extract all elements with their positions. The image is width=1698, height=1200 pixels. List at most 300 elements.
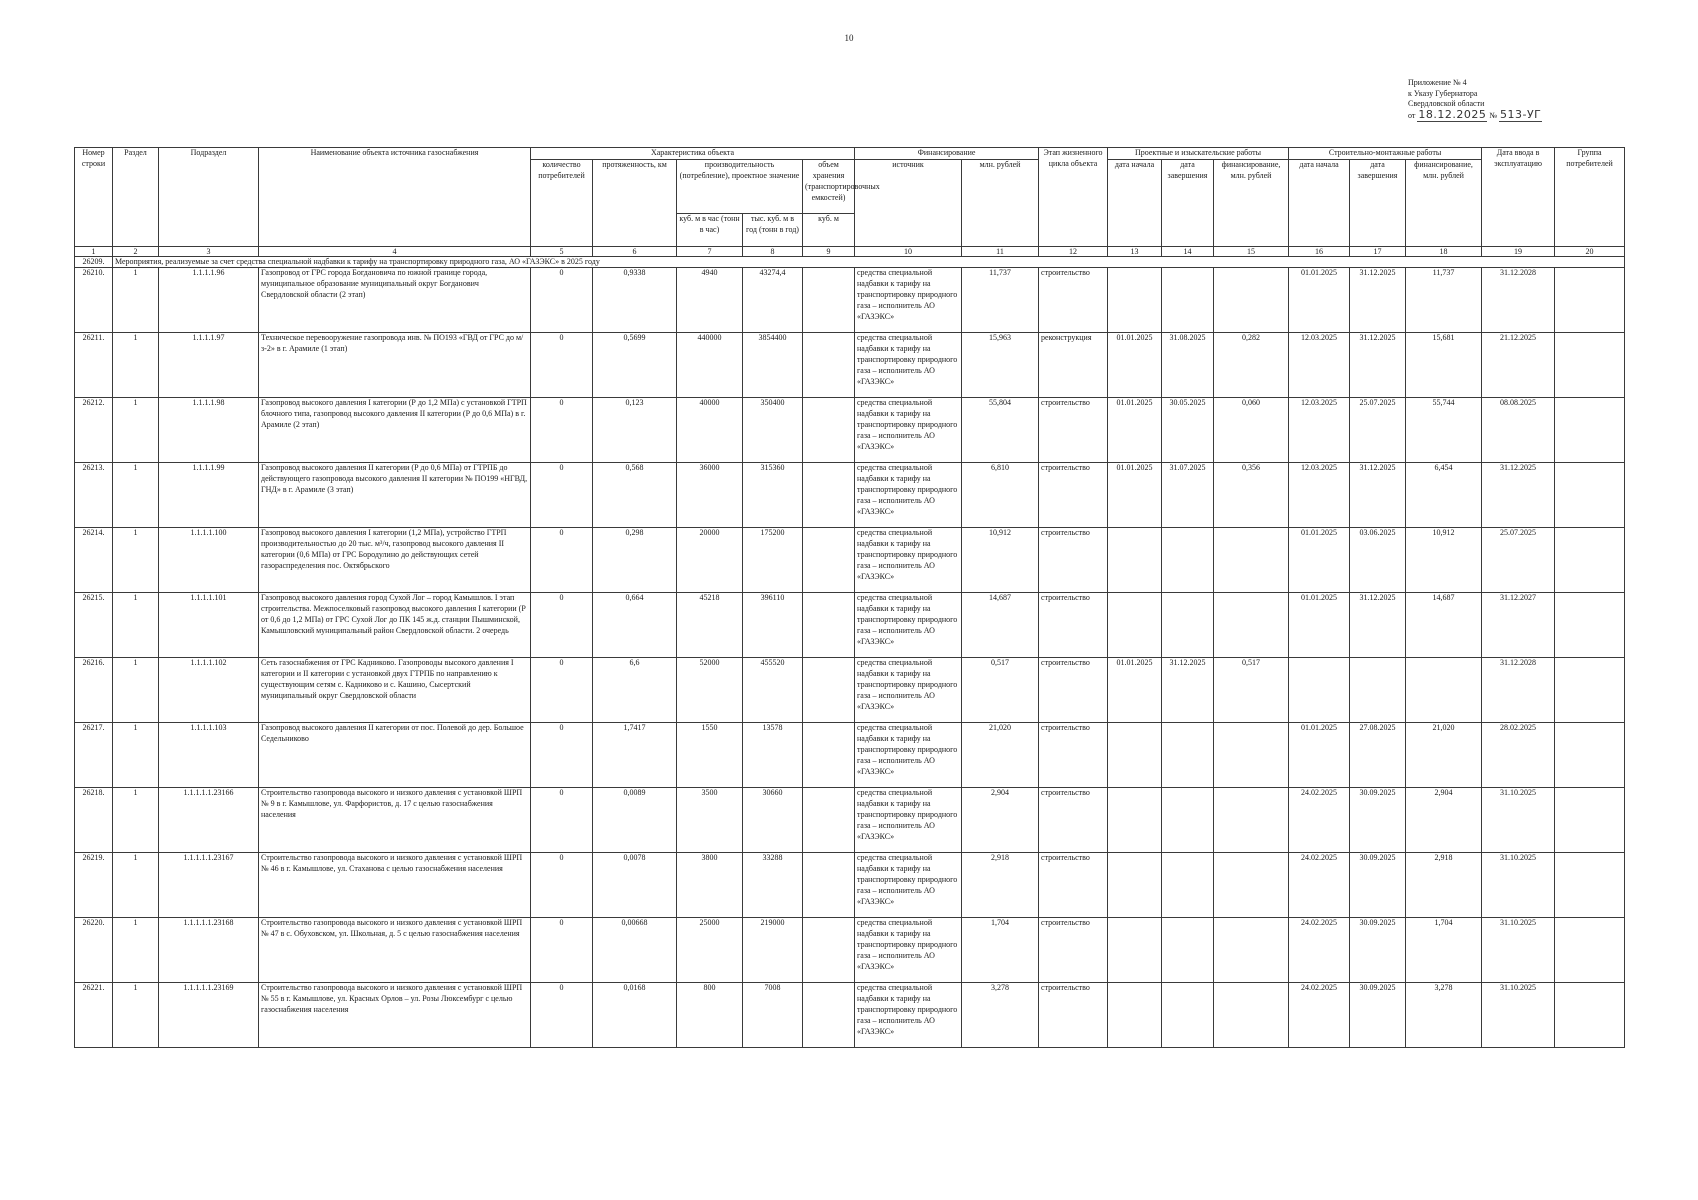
row-construction-financing: 11,737: [1406, 267, 1482, 332]
row-consumers: 0: [531, 527, 593, 592]
row-number: 26216.: [75, 657, 113, 722]
row-section: 1: [113, 267, 159, 332]
hdr-commission: Дата ввода в эксплуатацию: [1482, 148, 1555, 247]
table-row: [75, 722, 1625, 787]
hdr-design-financing: финансирование, млн. рублей: [1214, 159, 1289, 246]
row-consumers: 0: [531, 722, 593, 787]
row-capacity-year: 455520: [743, 657, 803, 722]
row-object-name: Строительство газопровода высокого и низкого давления с установкой ШРП № 9 в г. Камышлове, ул. Фарфористов, д. 17 с целью газоснабжения населения: [259, 787, 531, 852]
row-mln: 14,687: [962, 592, 1039, 657]
hdr-cubic-hour: куб. м в час (тонн в час): [677, 213, 743, 246]
row-stage: строительство: [1039, 852, 1108, 917]
row-construction-start: 01.01.2025: [1289, 267, 1350, 332]
row-construction-start: 24.02.2025: [1289, 917, 1350, 982]
column-number: 9: [803, 246, 855, 256]
row-commission: 21.12.2025: [1482, 332, 1555, 397]
row-object-name: Газопровод высокого давления II категории от пос. Полевой до дер. Большое Седельниково: [259, 722, 531, 787]
row-consumers: 0: [531, 917, 593, 982]
row-mln: 3,278: [962, 982, 1039, 1047]
row-group: [1555, 397, 1625, 462]
row-construction-start: 12.03.2025: [1289, 332, 1350, 397]
row-subsection: 1.1.1.1.99: [159, 462, 259, 527]
row-capacity-hour: 45218: [677, 592, 743, 657]
row-length: 0,0168: [593, 982, 677, 1047]
row-capacity-year: 315360: [743, 462, 803, 527]
row-mln: 0,517: [962, 657, 1039, 722]
table-row: [75, 397, 1625, 462]
row-construction-financing: 3,278: [1406, 982, 1482, 1047]
row-construction-end: 31.12.2025: [1350, 267, 1406, 332]
row-design-start: [1108, 722, 1162, 787]
hdr-construction-end: дата завершения: [1350, 159, 1406, 246]
row-commission: 31.12.2025: [1482, 462, 1555, 527]
row-design-end: [1162, 267, 1214, 332]
row-section: 1: [113, 332, 159, 397]
row-source: средства специальной надбавки к тарифу на транспортировку природного газа – исполнитель АО «ГАЗЭКС»: [855, 982, 962, 1047]
row-section: 1: [113, 852, 159, 917]
row-subsection: 1.1.1.1.96: [159, 267, 259, 332]
row-stage: реконструкция: [1039, 332, 1108, 397]
row-construction-financing: [1406, 657, 1482, 722]
table-row: [75, 527, 1625, 592]
row-source: средства специальной надбавки к тарифу на транспортировку природного газа – исполнитель АО «ГАЗЭКС»: [855, 332, 962, 397]
row-subsection: 1.1.1.1.100: [159, 527, 259, 592]
row-group: [1555, 332, 1625, 397]
row-design-start: [1108, 267, 1162, 332]
row-source: средства специальной надбавки к тарифу на транспортировку природного газа – исполнитель АО «ГАЗЭКС»: [855, 722, 962, 787]
row-storage: [803, 657, 855, 722]
row-construction-financing: 10,912: [1406, 527, 1482, 592]
row-construction-financing: 2,918: [1406, 852, 1482, 917]
row-subsection: 1.1.1.1.102: [159, 657, 259, 722]
row-design-start: 01.01.2025: [1108, 332, 1162, 397]
hdr-characteristics: Характеристика объекта: [531, 148, 855, 160]
row-source: средства специальной надбавки к тарифу на транспортировку природного газа – исполнитель АО «ГАЗЭКС»: [855, 852, 962, 917]
row-design-end: 31.07.2025: [1162, 462, 1214, 527]
table-row: [75, 592, 1625, 657]
row-design-start: [1108, 527, 1162, 592]
row-construction-end: 30.09.2025: [1350, 787, 1406, 852]
row-object-name: Газопровод от ГРС города Богдановича по южной границе города, муниципальное образование муниципальный округ Богданович Свердловской области (2 этап): [259, 267, 531, 332]
row-design-start: 01.01.2025: [1108, 397, 1162, 462]
row-stage: строительство: [1039, 397, 1108, 462]
row-group: [1555, 527, 1625, 592]
hdr-thousand-year: тыс. куб. м в год (тонн в год): [743, 213, 803, 246]
row-source: средства специальной надбавки к тарифу на транспортировку природного газа – исполнитель АО «ГАЗЭКС»: [855, 592, 962, 657]
column-number: 13: [1108, 246, 1162, 256]
row-design-end: [1162, 592, 1214, 657]
row-design-start: [1108, 787, 1162, 852]
row-capacity-hour: 3800: [677, 852, 743, 917]
row-number: 26214.: [75, 527, 113, 592]
row-capacity-year: 30660: [743, 787, 803, 852]
row-section: 1: [113, 462, 159, 527]
row-number: 26220.: [75, 917, 113, 982]
row-subsection: 1.1.1.1.103: [159, 722, 259, 787]
row-design-end: [1162, 917, 1214, 982]
row-subsection: 1.1.1.1.1.23167: [159, 852, 259, 917]
row-construction-start: 01.01.2025: [1289, 527, 1350, 592]
row-commission: 31.12.2027: [1482, 592, 1555, 657]
row-design-start: 01.01.2025: [1108, 657, 1162, 722]
row-number: 26221.: [75, 982, 113, 1047]
row-design-financing: [1214, 852, 1289, 917]
column-number: 15: [1214, 246, 1289, 256]
row-design-end: [1162, 852, 1214, 917]
row-design-financing: [1214, 787, 1289, 852]
row-object-name: Строительство газопровода высокого и низкого давления с установкой ШРП № 55 в г. Камышлове, ул. Красных Орлов – ул. Розы Люксембург с целью газоснабжения населения: [259, 982, 531, 1047]
row-capacity-year: 43274,4: [743, 267, 803, 332]
row-commission: 08.08.2025: [1482, 397, 1555, 462]
hdr-section: Раздел: [113, 148, 159, 247]
column-number: 7: [677, 246, 743, 256]
row-subsection: 1.1.1.1.1.23168: [159, 917, 259, 982]
table-row: [75, 787, 1625, 852]
row-mln: 10,912: [962, 527, 1039, 592]
row-design-financing: [1214, 527, 1289, 592]
row-commission: 31.10.2025: [1482, 982, 1555, 1047]
row-stage: строительство: [1039, 657, 1108, 722]
row-capacity-year: 219000: [743, 917, 803, 982]
row-stage: строительство: [1039, 722, 1108, 787]
row-construction-financing: 2,904: [1406, 787, 1482, 852]
row-consumers: 0: [531, 462, 593, 527]
column-number: 2: [113, 246, 159, 256]
row-group: [1555, 787, 1625, 852]
hdr-row-number: Номер строки: [75, 148, 113, 247]
row-construction-start: 12.03.2025: [1289, 397, 1350, 462]
hdr-design-works: Проектные и изыскательские работы: [1108, 148, 1289, 160]
row-length: 6,6: [593, 657, 677, 722]
row-stage: строительство: [1039, 592, 1108, 657]
row-construction-end: 31.12.2025: [1350, 462, 1406, 527]
row-section: 1: [113, 527, 159, 592]
row-capacity-year: 350400: [743, 397, 803, 462]
row-construction-end: 25.07.2025: [1350, 397, 1406, 462]
row-mln: 1,704: [962, 917, 1039, 982]
row-design-start: [1108, 917, 1162, 982]
column-number-row: [75, 246, 1625, 256]
row-capacity-hour: 52000: [677, 657, 743, 722]
column-number: 3: [159, 246, 259, 256]
row-length: 0,5699: [593, 332, 677, 397]
row-design-financing: 0,356: [1214, 462, 1289, 527]
row-design-end: 31.12.2025: [1162, 657, 1214, 722]
row-capacity-year: 175200: [743, 527, 803, 592]
row-design-end: [1162, 982, 1214, 1047]
row-mln: 55,804: [962, 397, 1039, 462]
row-source: средства специальной надбавки к тарифу на транспортировку природного газа – исполнитель АО «ГАЗЭКС»: [855, 657, 962, 722]
hdr-capacity: производительность (потребление), проектное значение: [677, 159, 803, 213]
column-number: 4: [259, 246, 531, 256]
row-length: 0,9338: [593, 267, 677, 332]
row-subsection: 1.1.1.1.1.23169: [159, 982, 259, 1047]
row-storage: [803, 982, 855, 1047]
row-construction-start: 01.01.2025: [1289, 592, 1350, 657]
row-commission: 25.07.2025: [1482, 527, 1555, 592]
row-section: 1: [113, 592, 159, 657]
row-storage: [803, 787, 855, 852]
row-number: 26211.: [75, 332, 113, 397]
row-commission: 28.02.2025: [1482, 722, 1555, 787]
row-construction-end: 27.08.2025: [1350, 722, 1406, 787]
appendix-stamp: [1408, 78, 1542, 121]
row-length: 1,7417: [593, 722, 677, 787]
column-number: 11: [962, 246, 1039, 256]
row-commission: 31.12.2028: [1482, 267, 1555, 332]
row-construction-financing: 6,454: [1406, 462, 1482, 527]
row-number: 26218.: [75, 787, 113, 852]
row-source: средства специальной надбавки к тарифу на транспортировку природного газа – исполнитель АО «ГАЗЭКС»: [855, 267, 962, 332]
row-mln: 2,904: [962, 787, 1039, 852]
row-commission: 31.10.2025: [1482, 852, 1555, 917]
row-commission: 31.10.2025: [1482, 787, 1555, 852]
row-capacity-hour: 4940: [677, 267, 743, 332]
row-capacity-year: 33288: [743, 852, 803, 917]
row-commission: 31.12.2028: [1482, 657, 1555, 722]
row-construction-end: 31.12.2025: [1350, 592, 1406, 657]
row-consumers: 0: [531, 982, 593, 1047]
row-object-name: Сеть газоснабжения от ГРС Кадниково. Газопроводы высокого давления I категории и II категории с установкой двух ГТРПБ по направлению к существующим сетям с. Кадниково и с. Кашино, Сысертский муниципальный округ Свердловской области: [259, 657, 531, 722]
objects-table: [74, 147, 1625, 1048]
row-object-name: Строительство газопровода высокого и низкого давления с установкой ШРП № 47 в с. Обуховском, ул. Школьная, д. 5 с целью газоснабжения населения: [259, 917, 531, 982]
number-prefix: №: [1489, 110, 1498, 120]
row-length: 0,568: [593, 462, 677, 527]
column-number: 16: [1289, 246, 1350, 256]
row-object-name: Строительство газопровода высокого и низкого давления с установкой ШРП № 46 в г. Камышлове, ул. Стаханова с целью газоснабжения населения: [259, 852, 531, 917]
table-row: [75, 982, 1625, 1047]
column-number: 1: [75, 246, 113, 256]
row-consumers: 0: [531, 397, 593, 462]
row-mln: 6,810: [962, 462, 1039, 527]
row-consumers: 0: [531, 657, 593, 722]
row-construction-start: 24.02.2025: [1289, 852, 1350, 917]
row-consumers: 0: [531, 332, 593, 397]
row-design-financing: [1214, 722, 1289, 787]
row-group: [1555, 722, 1625, 787]
row-length: 0,664: [593, 592, 677, 657]
row-length: 0,123: [593, 397, 677, 462]
row-capacity-year: 7008: [743, 982, 803, 1047]
row-storage: [803, 397, 855, 462]
row-storage: [803, 722, 855, 787]
row-object-name: Техническое перевооружение газопровода инв. № ПО193 «ГВД от ГРС до м/з-2» в г. Арамиле (1 этап): [259, 332, 531, 397]
row-mln: 11,737: [962, 267, 1039, 332]
section-row-number: 26209.: [75, 256, 113, 267]
row-capacity-year: 396110: [743, 592, 803, 657]
row-group: [1555, 982, 1625, 1047]
hdr-length: протяженность, км: [593, 159, 677, 246]
row-consumers: 0: [531, 787, 593, 852]
row-object-name: Газопровод высокого давления I категории (1,2 МПа), устройство ГТРП производительностью до 20 тыс. м³/ч, газопровод высокого давления II категории (0,6 МПа) от ГРС Бородулино до действующих сетей газораспределения пос. Октябрьского: [259, 527, 531, 592]
row-number: 26217.: [75, 722, 113, 787]
row-design-start: [1108, 592, 1162, 657]
row-number: 26215.: [75, 592, 113, 657]
row-section: 1: [113, 787, 159, 852]
table-row: [75, 852, 1625, 917]
column-number: 8: [743, 246, 803, 256]
decree-date: 18.12.2025: [1418, 107, 1487, 121]
hdr-financing: Финансирование: [855, 148, 1039, 160]
column-number: 20: [1555, 246, 1625, 256]
row-storage: [803, 332, 855, 397]
row-storage: [803, 527, 855, 592]
row-design-financing: 0,060: [1214, 397, 1289, 462]
row-number: 26219.: [75, 852, 113, 917]
row-mln: 15,963: [962, 332, 1039, 397]
row-storage: [803, 592, 855, 657]
column-number: 5: [531, 246, 593, 256]
row-construction-start: 01.01.2025: [1289, 722, 1350, 787]
row-construction-financing: 14,687: [1406, 592, 1482, 657]
row-storage: [803, 917, 855, 982]
row-section: 1: [113, 657, 159, 722]
row-design-end: 30.05.2025: [1162, 397, 1214, 462]
row-capacity-hour: 20000: [677, 527, 743, 592]
row-construction-start: 24.02.2025: [1289, 982, 1350, 1047]
row-design-end: 31.08.2025: [1162, 332, 1214, 397]
row-capacity-hour: 3500: [677, 787, 743, 852]
hdr-storage: объем хранения (транспортировочных емкостей): [803, 159, 855, 213]
row-construction-end: 30.09.2025: [1350, 982, 1406, 1047]
row-storage: [803, 852, 855, 917]
table-row: [75, 332, 1625, 397]
row-capacity-hour: 40000: [677, 397, 743, 462]
row-construction-end: 03.06.2025: [1350, 527, 1406, 592]
row-commission: 31.10.2025: [1482, 917, 1555, 982]
hdr-construction-start: дата начала: [1289, 159, 1350, 246]
row-object-name: Газопровод высокого давления город Сухой Лог – город Камышлов. I этап строительства. Межпоселковый газопровод высокого давления I категории (Р от 0,6 до 1,2 МПа) от ГРС Сухой Лог до ПК 145 ж.д. станции Пышминской, Камышловский муниципальный район Свердловской области. 2 очередь: [259, 592, 531, 657]
column-number: 6: [593, 246, 677, 256]
row-source: средства специальной надбавки к тарифу на транспортировку природного газа – исполнитель АО «ГАЗЭКС»: [855, 787, 962, 852]
row-construction-financing: 21,020: [1406, 722, 1482, 787]
row-group: [1555, 267, 1625, 332]
row-capacity-hour: 800: [677, 982, 743, 1047]
row-number: 26213.: [75, 462, 113, 527]
row-source: средства специальной надбавки к тарифу на транспортировку природного газа – исполнитель АО «ГАЗЭКС»: [855, 527, 962, 592]
row-stage: строительство: [1039, 917, 1108, 982]
row-object-name: Газопровод высокого давления I категории (Р до 1,2 МПа) с установкой ГТРП блочного типа, газопровод высокого давления II категории (Р до 0,6 МПа) в г. Арамиле (2 этап): [259, 397, 531, 462]
row-capacity-hour: 25000: [677, 917, 743, 982]
row-construction-financing: 15,681: [1406, 332, 1482, 397]
row-length: 0,298: [593, 527, 677, 592]
appendix-line-3: Свердловской области: [1408, 99, 1485, 108]
row-capacity-year: 3854400: [743, 332, 803, 397]
row-stage: строительство: [1039, 982, 1108, 1047]
row-consumers: 0: [531, 852, 593, 917]
row-section: 1: [113, 397, 159, 462]
row-group: [1555, 852, 1625, 917]
row-construction-start: 24.02.2025: [1289, 787, 1350, 852]
row-design-financing: [1214, 267, 1289, 332]
row-storage: [803, 462, 855, 527]
row-stage: строительство: [1039, 527, 1108, 592]
date-prefix: от: [1408, 110, 1416, 120]
column-number: 18: [1406, 246, 1482, 256]
column-number: 19: [1482, 246, 1555, 256]
row-number: 26212.: [75, 397, 113, 462]
row-group: [1555, 917, 1625, 982]
decree-number: 513-УГ: [1500, 107, 1542, 121]
table-row: [75, 462, 1625, 527]
hdr-consumers: количество потребителей: [531, 159, 593, 246]
row-section: 1: [113, 722, 159, 787]
row-design-end: [1162, 787, 1214, 852]
row-design-financing: [1214, 917, 1289, 982]
row-section: 1: [113, 982, 159, 1047]
row-subsection: 1.1.1.1.97: [159, 332, 259, 397]
row-design-financing: [1214, 982, 1289, 1047]
hdr-design-start: дата начала: [1108, 159, 1162, 246]
row-construction-end: 30.09.2025: [1350, 852, 1406, 917]
row-group: [1555, 462, 1625, 527]
row-design-start: 01.01.2025: [1108, 462, 1162, 527]
row-subsection: 1.1.1.1.98: [159, 397, 259, 462]
table-row: [75, 657, 1625, 722]
row-construction-financing: 1,704: [1406, 917, 1482, 982]
row-subsection: 1.1.1.1.1.23166: [159, 787, 259, 852]
row-capacity-hour: 1550: [677, 722, 743, 787]
row-mln: 2,918: [962, 852, 1039, 917]
row-source: средства специальной надбавки к тарифу на транспортировку природного газа – исполнитель АО «ГАЗЭКС»: [855, 462, 962, 527]
table-row: [75, 267, 1625, 332]
row-construction-start: 12.03.2025: [1289, 462, 1350, 527]
column-number: 10: [855, 246, 962, 256]
row-design-end: [1162, 722, 1214, 787]
row-construction-financing: 55,744: [1406, 397, 1482, 462]
page-number: 10: [844, 33, 854, 43]
row-capacity-hour: 36000: [677, 462, 743, 527]
appendix-line-2: к Указу Губернатора: [1408, 88, 1478, 98]
row-design-start: [1108, 852, 1162, 917]
hdr-mln: млн. рублей: [962, 159, 1039, 246]
row-design-financing: 0,282: [1214, 332, 1289, 397]
row-construction-end: 31.12.2025: [1350, 332, 1406, 397]
column-number: 14: [1162, 246, 1214, 256]
row-capacity-year: 13578: [743, 722, 803, 787]
row-number: 26210.: [75, 267, 113, 332]
column-number: 12: [1039, 246, 1108, 256]
hdr-source: источник: [855, 159, 962, 246]
hdr-design-end: дата завершения: [1162, 159, 1214, 246]
row-design-end: [1162, 527, 1214, 592]
appendix-date-line: [1408, 107, 1542, 122]
row-length: 0,00668: [593, 917, 677, 982]
table-row: [75, 917, 1625, 982]
hdr-group: Группа потребителей: [1555, 148, 1625, 247]
hdr-object-name: Наименование объекта источника газоснабжения: [259, 148, 531, 247]
row-design-financing: 0,517: [1214, 657, 1289, 722]
row-mln: 21,020: [962, 722, 1039, 787]
appendix-line-1: Приложение № 4: [1408, 78, 1467, 87]
row-subsection: 1.1.1.1.101: [159, 592, 259, 657]
hdr-stage: Этап жизненного цикла объекта: [1039, 148, 1108, 247]
row-group: [1555, 592, 1625, 657]
row-object-name: Газопровод высокого давления II категории (Р до 0,6 МПа) от ГТРПБ до действующего газопровода высокого давления II категории № ПО199 «НГВД, ГНД» в г. Арамиле (3 этап): [259, 462, 531, 527]
row-section: 1: [113, 917, 159, 982]
row-storage: [803, 267, 855, 332]
row-construction-start: [1289, 657, 1350, 722]
section-row-title: Мероприятия, реализуемые за счет средства специальной надбавки к тарифу на транспортировку природного газа, АО «ГАЗЭКС» в 2025 году: [113, 256, 1625, 267]
header-row-1: [75, 148, 1625, 160]
row-length: 0,0078: [593, 852, 677, 917]
row-construction-end: 30.09.2025: [1350, 917, 1406, 982]
row-length: 0,0089: [593, 787, 677, 852]
row-source: средства специальной надбавки к тарифу на транспортировку природного газа – исполнитель АО «ГАЗЭКС»: [855, 397, 962, 462]
row-stage: строительство: [1039, 462, 1108, 527]
row-capacity-hour: 440000: [677, 332, 743, 397]
row-construction-end: [1350, 657, 1406, 722]
